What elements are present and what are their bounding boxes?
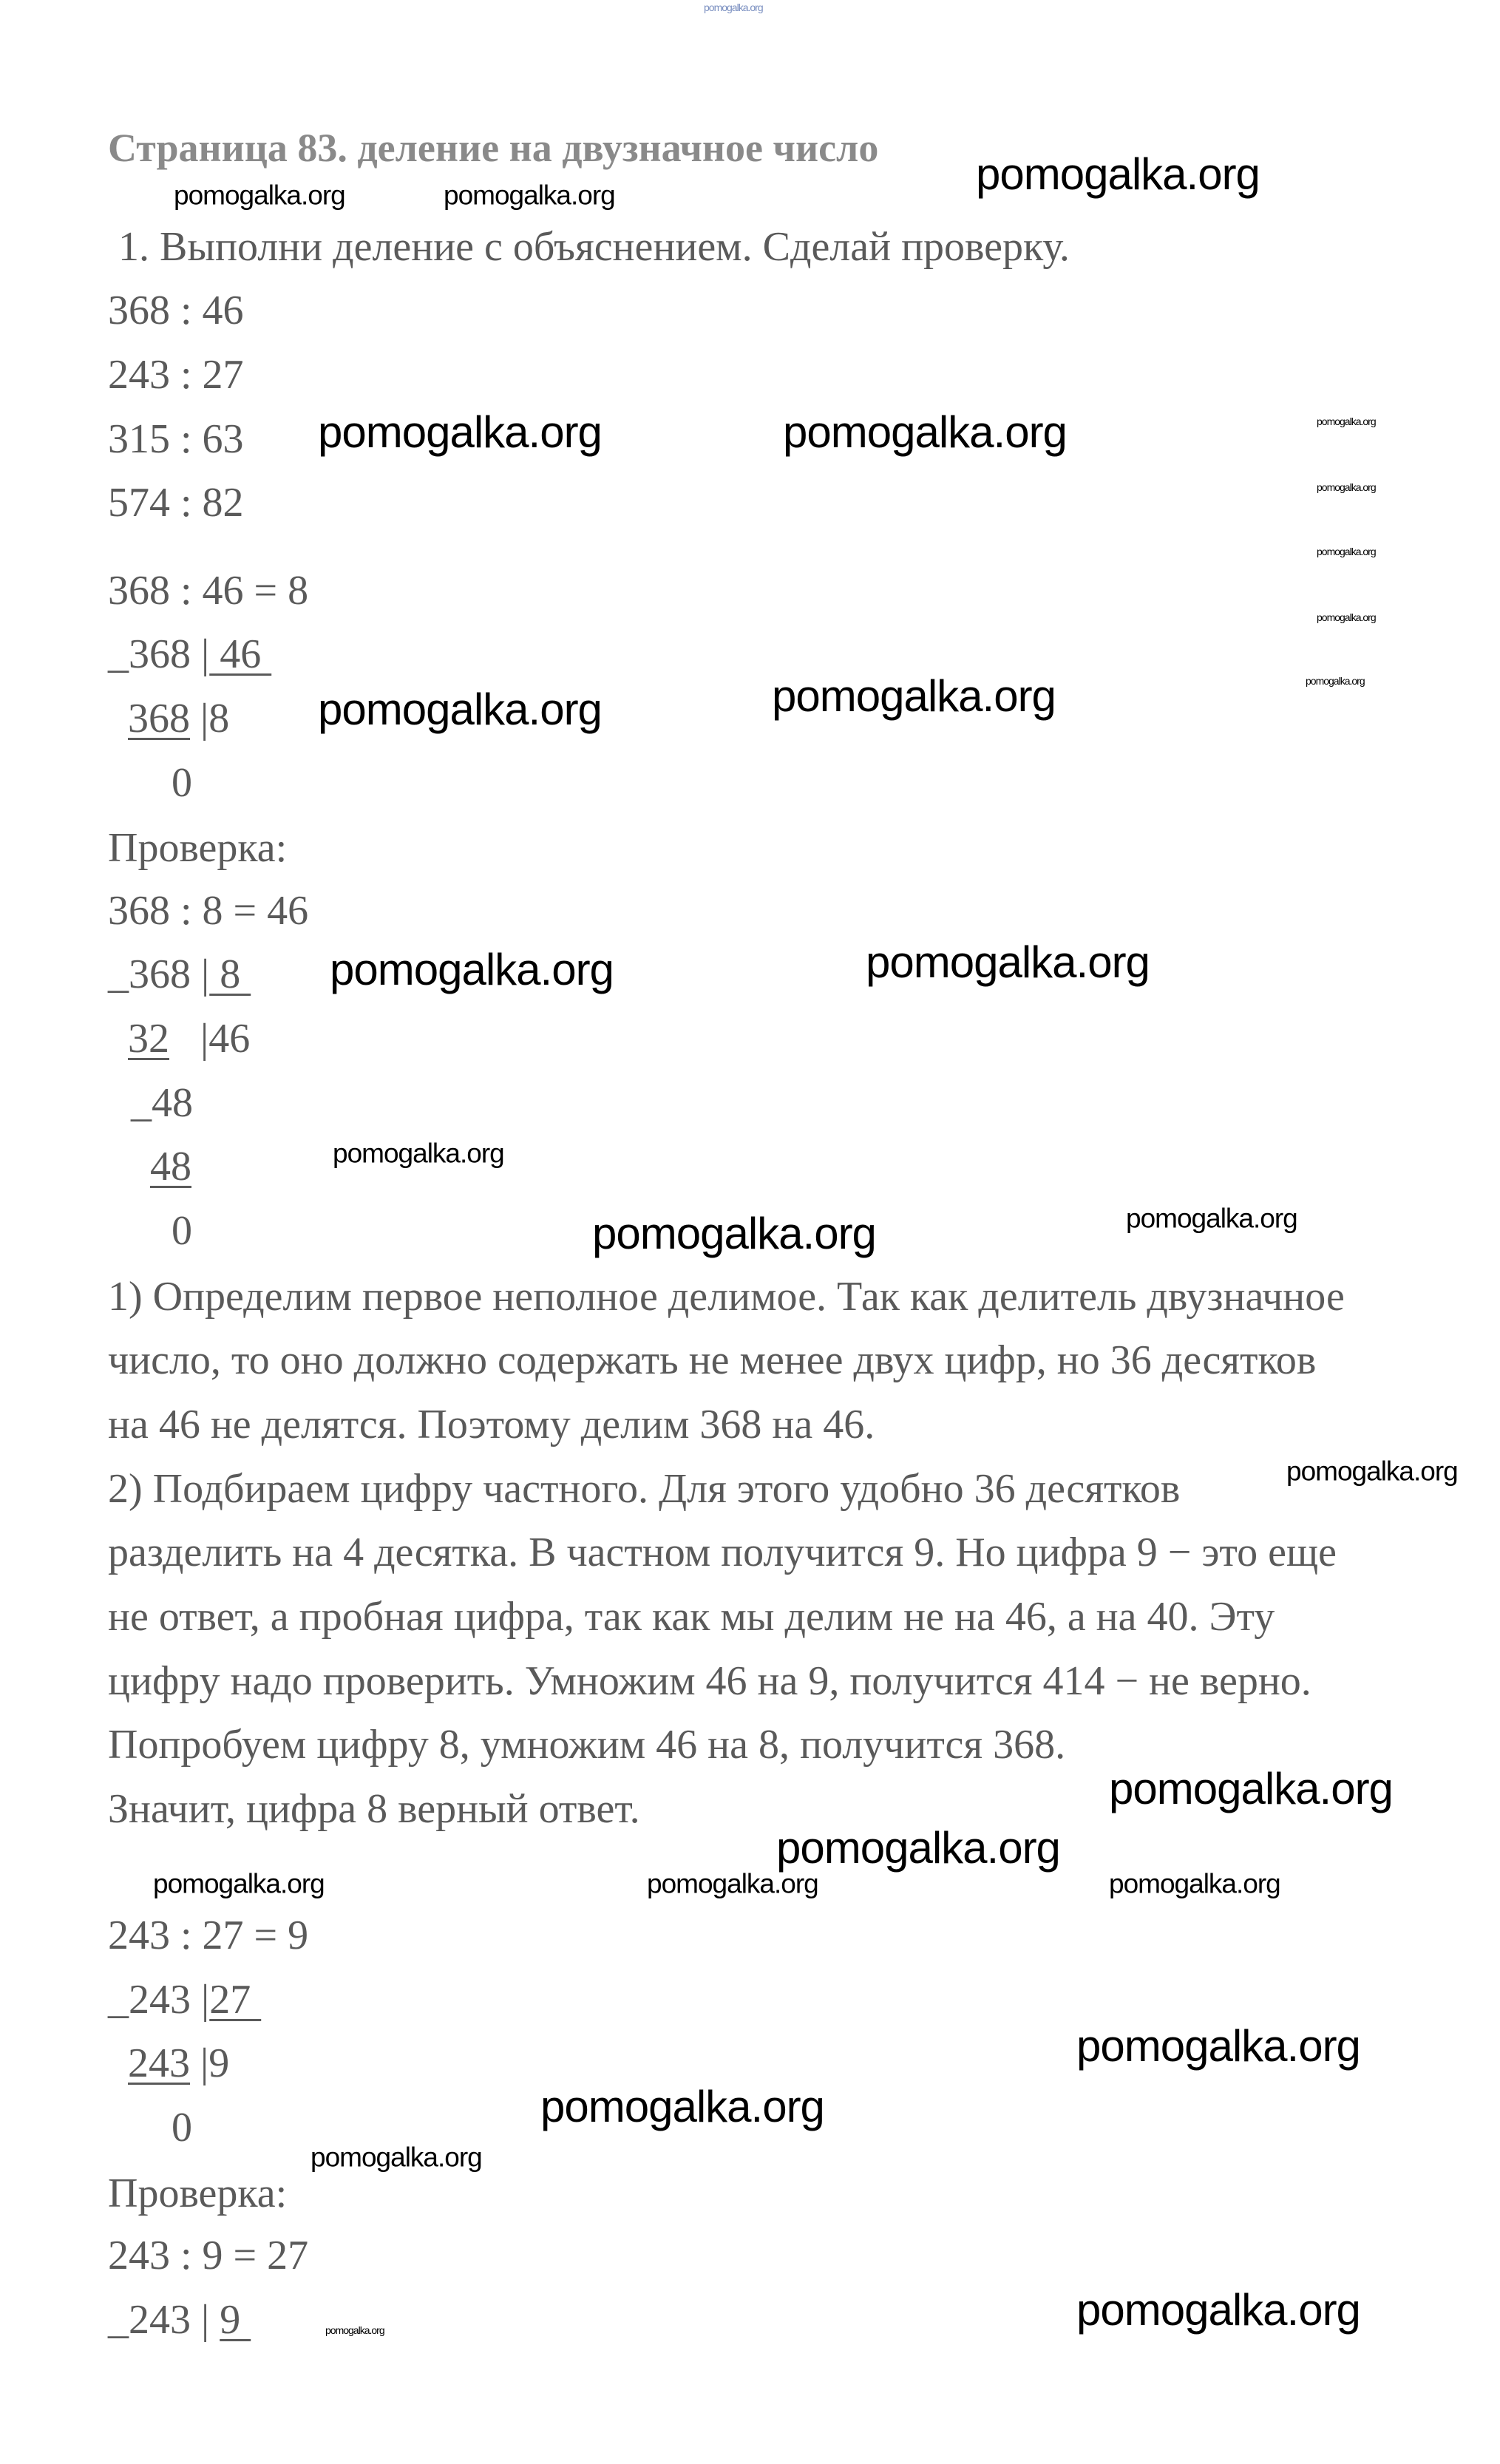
explanation-line: цифру надо проверить. Умножим 46 на 9, получится 414 − не верно. xyxy=(108,1658,1311,1704)
divisor: 9 xyxy=(220,2297,251,2343)
watermark: pomogalka.org xyxy=(866,937,1150,987)
example: 574 : 82 xyxy=(108,480,244,526)
watermark: pomogalka.org xyxy=(174,180,345,211)
explanation-line: на 46 не делятся. Поэтому делим 368 на 46. xyxy=(108,1402,875,1447)
equation: 243 : 27 = 9 xyxy=(108,1913,309,1958)
example: 243 : 27 xyxy=(108,352,244,398)
divisor: 8 xyxy=(209,951,251,997)
division-row xyxy=(128,698,229,739)
explanation-line: Попробуем цифру 8, умножим 46 на 8, получится 368. xyxy=(108,1722,1066,1768)
watermark: pomogalka.org xyxy=(1317,481,1376,493)
dividend: _243 | xyxy=(108,1977,210,2023)
check-label: Проверка: xyxy=(108,2171,288,2216)
watermark: pomogalka.org xyxy=(1109,1764,1393,1813)
watermark: pomogalka.org xyxy=(153,1868,325,1899)
watermark: pomogalka.org xyxy=(1317,611,1376,623)
watermark: pomogalka.org xyxy=(704,1,763,13)
watermark: pomogalka.org xyxy=(1306,675,1365,687)
watermark: pomogalka.org xyxy=(1109,1868,1280,1899)
division-row xyxy=(108,951,251,997)
watermark: pomogalka.org xyxy=(976,149,1260,199)
explanation-line: 2) Подбираем цифру частного. Для этого удобно 36 десятков xyxy=(108,1466,1181,1512)
watermark: pomogalka.org xyxy=(540,2082,824,2131)
division-row: _48 xyxy=(131,1080,193,1126)
dividend: _368 | xyxy=(108,631,210,677)
dividend: _368 | xyxy=(108,951,210,997)
watermark: pomogalka.org xyxy=(592,1209,876,1258)
example: 368 : 46 xyxy=(108,288,244,333)
watermark: pomogalka.org xyxy=(1317,546,1376,557)
quotient: |46 xyxy=(169,1016,251,1062)
division-row xyxy=(150,1146,191,1187)
remainder: 0 xyxy=(172,2105,192,2151)
watermark: pomogalka.org xyxy=(776,1823,1060,1873)
watermark: pomogalka.org xyxy=(1286,1456,1458,1487)
subtrahend: 32 xyxy=(128,1016,169,1062)
subtrahend: 48 xyxy=(150,1144,191,1189)
division-row xyxy=(128,2040,230,2086)
watermark: pomogalka.org xyxy=(783,407,1067,457)
watermark: pomogalka.org xyxy=(647,1868,818,1899)
explanation-line: 1) Определим первое неполное делимое. Так как делитель двузначное xyxy=(108,1274,1345,1320)
quotient: |9 xyxy=(190,2040,230,2086)
watermark: pomogalka.org xyxy=(318,685,602,734)
equation: 368 : 46 = 8 xyxy=(108,568,309,614)
watermark: pomogalka.org xyxy=(1317,415,1376,427)
task-text: 1. Выполни деление с объяснением. Сделай проверку. xyxy=(108,224,1070,270)
watermark: pomogalka.org xyxy=(1076,2021,1360,2071)
watermark: pomogalka.org xyxy=(772,671,1056,721)
division-row xyxy=(108,2299,251,2341)
remainder: 0 xyxy=(172,760,192,806)
check-equation: 368 : 8 = 46 xyxy=(108,888,309,934)
watermark: pomogalka.org xyxy=(318,407,602,457)
division-row xyxy=(108,631,272,677)
remainder: 0 xyxy=(172,1208,192,1254)
explanation-line: число, то оно должно содержать не менее двух цифр, но 36 десятков xyxy=(108,1337,1317,1383)
explanation-line: разделить на 4 десятка. В частном получится 9. Но цифра 9 − это еще xyxy=(108,1530,1337,1575)
watermark: pomogalka.org xyxy=(1076,2285,1360,2335)
watermark: pomogalka.org xyxy=(1126,1203,1297,1234)
explanation-line: Значит, цифра 8 верный ответ. xyxy=(108,1786,640,1832)
division-row xyxy=(128,1016,251,1062)
divisor: 27 xyxy=(209,1977,262,2023)
division-row xyxy=(108,1977,262,2023)
watermark: pomogalka.org xyxy=(325,2324,384,2336)
page-title: Страница 83. деление на двузначное число xyxy=(108,126,879,170)
subtrahend: 243 xyxy=(128,2040,190,2086)
subtrahend: 368 xyxy=(128,696,190,741)
divisor: 46 xyxy=(209,631,272,677)
watermark: pomogalka.org xyxy=(333,1138,504,1169)
watermark: pomogalka.org xyxy=(310,2142,482,2173)
explanation-line: не ответ, а пробная цифра, так как мы делим не на 46, а на 40. Эту xyxy=(108,1594,1275,1640)
watermark: pomogalka.org xyxy=(330,945,614,994)
check-equation: 243 : 9 = 27 xyxy=(108,2233,309,2278)
watermark: pomogalka.org xyxy=(444,180,615,211)
example: 315 : 63 xyxy=(108,416,244,462)
dividend: _243 | xyxy=(108,2297,220,2343)
check-label: Проверка: xyxy=(108,825,288,871)
quotient: |8 xyxy=(190,696,230,741)
